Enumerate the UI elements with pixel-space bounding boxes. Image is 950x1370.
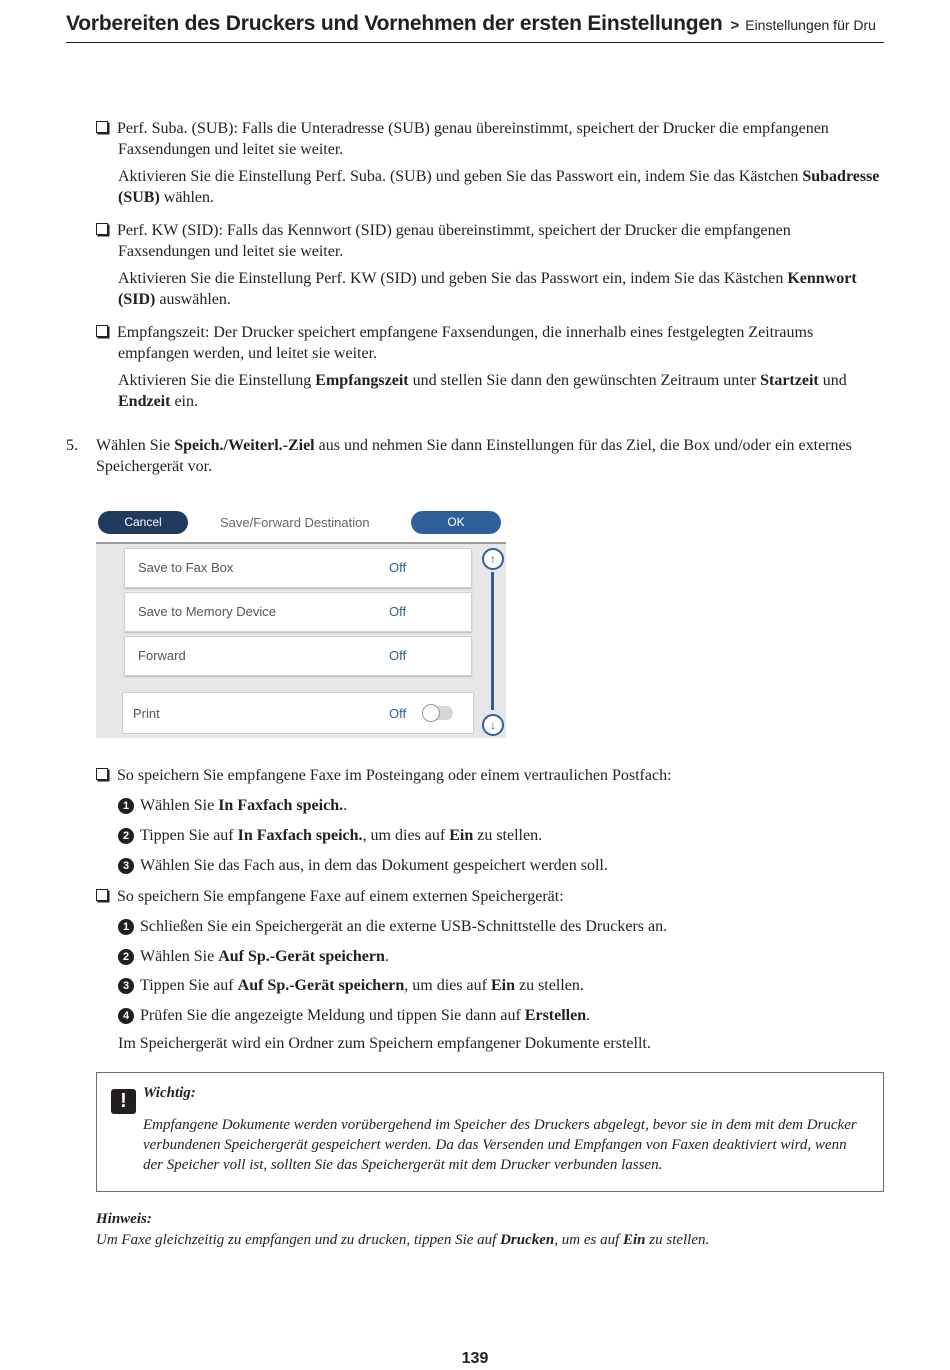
checkbox-bullet-icon — [96, 223, 108, 235]
warning-icon: ! — [111, 1089, 136, 1114]
bold-term: Empfangszeit — [315, 372, 409, 389]
step-text-end: zu stellen. — [473, 827, 543, 844]
step-text-end: . — [586, 1007, 591, 1024]
bold-term: Endzeit — [118, 393, 171, 410]
ext-step-3 — [118, 975, 584, 996]
bullet-text: So speichern Sie empfangene Faxe auf einem externen Speichergerät: — [117, 888, 564, 905]
scrollbar[interactable] — [491, 572, 494, 710]
important-note — [96, 1072, 884, 1192]
hint-text: Um Faxe gleichzeitig zu empfangen und zu drucken, tippen Sie auf — [96, 1232, 501, 1248]
bullet-text: Perf. KW (SID): Falls das Kennwort (SID) genau übereinstimmt, speichert der Drucker die empfangenen Faxsendungen und leitet sie weiter. — [117, 222, 791, 260]
setting-value: Off — [389, 604, 407, 619]
bullet-detail-mid: und — [818, 372, 847, 389]
bold-term: Ein — [490, 977, 515, 994]
bold-term: Subadresse (SUB) — [118, 168, 880, 206]
screen-top-bar — [96, 506, 506, 545]
setting-value: Off — [389, 706, 407, 721]
running-header — [66, 12, 884, 43]
bold-term: Kennwort (SID) — [118, 270, 857, 308]
inbox-step-2 — [118, 825, 542, 846]
bullet-detail-end: auswählen. — [155, 291, 231, 308]
ext-after-text: Im Speichergerät wird ein Ordner zum Speichern empfangener Dokumente erstellt. — [118, 1035, 651, 1052]
bold-term: In Faxfach speich. — [218, 797, 344, 814]
step-number: 5. — [66, 437, 78, 454]
hint-title: Hinweis: — [96, 1211, 152, 1227]
save-forward-screenshot — [96, 506, 506, 738]
step-text: Schließen Sie ein Speichergerät an die externe USB-Schnittstelle des Druckers an. — [140, 918, 668, 935]
section-title: Einstellungen für Dru — [745, 17, 876, 33]
inbox-step-1 — [118, 795, 347, 816]
step-text: Tippen Sie auf — [140, 977, 238, 994]
bullet-text: Empfangszeit: Der Drucker speichert empfangene Faxsendungen, die innerhalb eines festgelegten Zeitraums empfangen werden, und leitet sie weiter. — [117, 324, 814, 362]
bullet-sub — [96, 118, 886, 208]
setting-print[interactable] — [122, 692, 474, 734]
bold-term: Erstellen — [524, 1007, 587, 1024]
step-text: Prüfen Sie die angezeigte Meldung und tippen Sie dann auf — [140, 1007, 525, 1024]
important-title: Wichtig: — [143, 1085, 196, 1101]
step-text-mid: , um dies auf — [404, 977, 491, 994]
scroll-down-arrow-icon[interactable]: ↓ — [482, 714, 504, 736]
step-text: Wählen Sie — [140, 797, 219, 814]
hint-text-mid: , um es auf — [554, 1232, 623, 1248]
bullet-external — [96, 886, 886, 907]
setting-forward[interactable] — [124, 636, 472, 676]
cancel-button[interactable]: Cancel — [98, 511, 188, 534]
bullet-detail: Aktivieren Sie die Einstellung — [118, 372, 316, 389]
step-text-end: . — [343, 797, 348, 814]
bold-term: Speich./Weiterl.-Ziel — [174, 437, 315, 454]
bullet-detail-end: ein. — [170, 393, 198, 410]
step-number-icon: 4 — [118, 1008, 134, 1024]
step-text-mid: , um dies auf — [362, 827, 450, 844]
bold-term: In Faxfach speich. — [237, 827, 363, 844]
checkbox-bullet-icon — [96, 121, 108, 133]
step-text: Wählen Sie das Fach aus, in dem das Dokument gespeichert werden soll. — [140, 857, 608, 874]
ext-step-1 — [118, 916, 667, 937]
bold-term: Ein — [449, 827, 474, 844]
setting-value: Off — [389, 648, 407, 663]
bullet-detail: Aktivieren Sie die Einstellung Perf. Suba. (SUB) und geben Sie das Passwort ein, indem Sie das Kästchen — [118, 168, 803, 185]
setting-save-to-memory-device[interactable] — [124, 592, 472, 632]
step-text-end: aus und nehmen Sie dann Einstellungen für das Ziel, die Box und/oder ein externes Speichergerät vor. — [96, 437, 852, 475]
breadcrumb-separator: > — [730, 17, 740, 34]
setting-label: Print — [133, 706, 160, 721]
bullet-inbox — [96, 765, 886, 786]
step-number-icon: 2 — [118, 949, 134, 965]
hint-text-end: zu stellen. — [645, 1232, 710, 1248]
bullet-text: So speichern Sie empfangene Faxe im Posteingang oder einem vertraulichen Postfach: — [117, 767, 672, 784]
page-number: 139 — [461, 1350, 489, 1367]
bold-term: Ein — [623, 1232, 646, 1248]
bullet-text: Perf. Suba. (SUB): Falls die Unteradresse (SUB) genau übereinstimmt, speichert der Drucker die empfangenen Faxsendungen und leitet sie weiter. — [117, 120, 829, 158]
important-body: Empfangene Dokumente werden vorübergehend im Speicher des Druckers abgelegt, bevor sie in dem mit dem Drucker verbundenen Speichergerät gespeichert werden. Da das Versenden und Empfangen von Faxen deaktiviert wird, wenn der Speicher voll ist, sollten Sie das Speichergerät mit dem Drucker verbunden lassen. — [143, 1117, 857, 1173]
chapter-title: Vorbereiten des Druckers und Vornehmen der ersten Einstellungen — [66, 12, 723, 35]
setting-value: Off — [389, 560, 407, 575]
scroll-up-arrow-icon[interactable]: ↑ — [482, 548, 504, 570]
print-toggle[interactable] — [423, 706, 453, 720]
checkbox-bullet-icon — [96, 768, 108, 780]
step-text: Wählen Sie — [96, 437, 175, 454]
step-5-text — [96, 435, 886, 477]
step-number-icon: 1 — [118, 798, 134, 814]
bullet-empfangszeit — [96, 322, 886, 412]
step-text: Wählen Sie — [140, 948, 219, 965]
step-number-icon: 3 — [118, 978, 134, 994]
ext-step-2 — [118, 946, 389, 967]
setting-label: Save to Fax Box — [138, 560, 234, 575]
step-text-end: zu stellen. — [514, 977, 584, 994]
bullet-detail-end: wählen. — [159, 189, 214, 206]
screen-title: Save/Forward Destination — [220, 515, 370, 530]
checkbox-bullet-icon — [96, 325, 108, 337]
setting-label: Forward — [138, 648, 186, 663]
bullet-sid — [96, 220, 886, 310]
bold-term: Drucken — [500, 1232, 555, 1248]
setting-save-to-fax-box[interactable] — [124, 548, 472, 588]
step-text: Tippen Sie auf — [140, 827, 238, 844]
inbox-step-3 — [118, 855, 608, 876]
setting-label: Save to Memory Device — [138, 604, 276, 619]
toggle-knob — [422, 704, 440, 722]
ok-button[interactable]: OK — [411, 511, 501, 534]
step-number-icon: 2 — [118, 828, 134, 844]
bullet-detail-mid: und stellen Sie dann den gewünschten Zeitraum unter — [408, 372, 761, 389]
hint-body — [96, 1232, 709, 1249]
bold-term: Startzeit — [760, 372, 819, 389]
bold-term: Auf Sp.-Gerät speichern — [218, 948, 385, 965]
checkbox-bullet-icon — [96, 889, 108, 901]
step-number-icon: 1 — [118, 919, 134, 935]
bullet-detail: Aktivieren Sie die Einstellung Perf. KW (SID) und geben Sie das Passwort ein, indem Sie das Kästchen — [118, 270, 788, 287]
step-text-end: . — [384, 948, 389, 965]
bold-term: Auf Sp.-Gerät speichern — [237, 977, 405, 994]
step-number-icon: 3 — [118, 858, 134, 874]
ext-step-4 — [118, 1005, 590, 1026]
